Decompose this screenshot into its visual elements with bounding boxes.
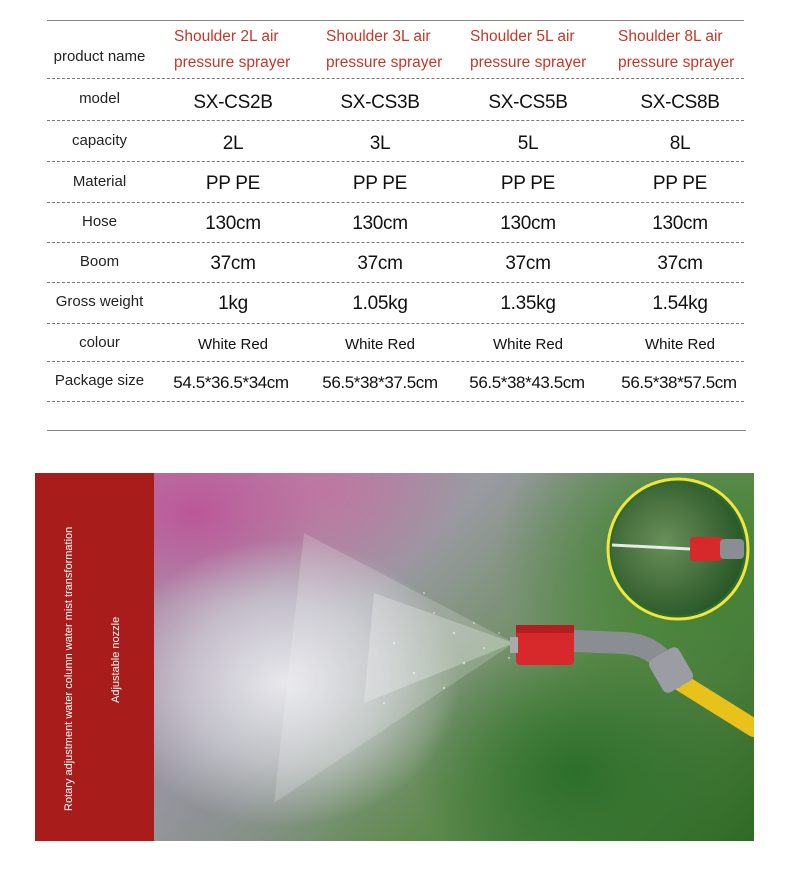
material-value: PP PE	[652, 173, 708, 194]
row-label: Package size	[54, 372, 145, 389]
capacity-value: 2L	[222, 133, 244, 154]
table-bottom-rule	[47, 430, 746, 431]
row-label: model	[79, 90, 120, 107]
colour-value: White Red	[344, 336, 416, 353]
table-row-material	[47, 161, 744, 203]
package-size-value: 54.5*36.5*34cm	[173, 373, 289, 392]
row-label: colour	[79, 334, 120, 351]
row-label: Gross weight	[55, 293, 144, 310]
row-label: Boom	[79, 253, 120, 270]
boom-value: 37cm	[210, 253, 256, 274]
boom-value: 37cm	[357, 253, 403, 274]
table-row-product-name	[47, 20, 744, 79]
nozzle-banner	[35, 473, 754, 841]
hose-value: 130cm	[205, 213, 261, 234]
colour-value: White Red	[197, 336, 269, 353]
capacity-value: 5L	[517, 133, 539, 154]
model-value: SX-CS8B	[640, 92, 720, 113]
product-name-5l: Shoulder 5L air pressure sprayer	[470, 28, 587, 71]
model-value: SX-CS3B	[340, 92, 420, 113]
colour-value: White Red	[644, 336, 716, 353]
capacity-value: 3L	[369, 133, 391, 154]
hose-value: 130cm	[500, 213, 556, 234]
row-label: Material	[72, 173, 127, 190]
material-value: PP PE	[352, 173, 408, 194]
row-label: capacity	[71, 132, 128, 149]
spray-nozzle-icon	[154, 473, 754, 841]
material-value: PP PE	[205, 173, 261, 194]
table-row-package-size	[47, 361, 744, 402]
table-row-colour	[47, 323, 744, 362]
weight-value: 1.05kg	[352, 293, 408, 314]
table-row-capacity	[47, 120, 744, 162]
boom-value: 37cm	[505, 253, 551, 274]
caption-bar	[35, 473, 154, 841]
package-size-value: 56.5*38*37.5cm	[322, 373, 438, 392]
hose-value: 130cm	[652, 213, 708, 234]
caption-main: Rotary adjustment water column water mist transformation	[63, 526, 75, 811]
model-value: SX-CS2B	[193, 92, 273, 113]
colour-value: White Red	[492, 336, 564, 353]
spray-photo	[154, 473, 754, 841]
product-name-3l: Shoulder 3L air pressure sprayer	[326, 28, 443, 71]
hose-value: 130cm	[352, 213, 408, 234]
package-size-value: 56.5*38*43.5cm	[469, 373, 585, 392]
table-row-boom	[47, 242, 744, 283]
weight-value: 1kg	[218, 293, 248, 314]
material-value: PP PE	[500, 173, 556, 194]
model-value: SX-CS5B	[488, 92, 568, 113]
row-label: Hose	[81, 213, 118, 230]
weight-value: 1.35kg	[500, 293, 556, 314]
capacity-value: 8L	[669, 133, 691, 154]
row-label: product name	[53, 48, 146, 65]
product-name-8l: Shoulder 8L air pressure sprayer	[618, 28, 735, 71]
product-name-2l: Shoulder 2L air pressure sprayer	[174, 28, 291, 71]
package-size-value: 56.5*38*57.5cm	[621, 373, 737, 392]
table-row-gross-weight	[47, 282, 744, 324]
table-row-hose	[47, 202, 744, 243]
boom-value: 37cm	[657, 253, 703, 274]
table-row-model	[47, 78, 744, 121]
caption-sub: Adjustable nozzle	[110, 616, 122, 703]
weight-value: 1.54kg	[652, 293, 708, 314]
